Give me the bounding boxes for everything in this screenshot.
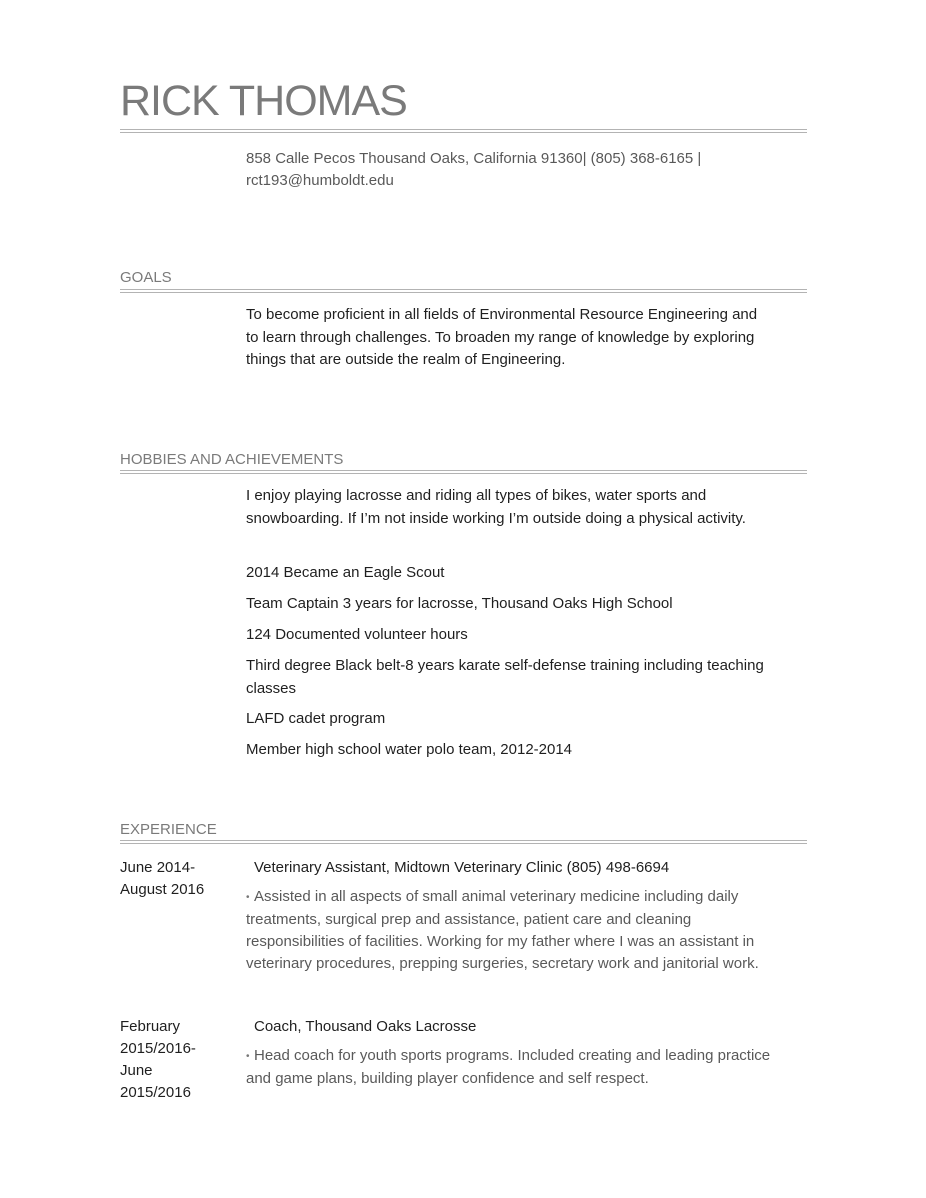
achievement-item: Third degree Black belt-8 years karate self-defense training including teaching classes	[246, 657, 764, 697]
job-date	[120, 857, 230, 901]
hobbies-divider	[120, 470, 807, 474]
achievement-item: Team Captain 3 years for lacrosse, Thousand Oaks High School	[246, 595, 673, 612]
job-description	[246, 1045, 776, 1090]
name-divider	[120, 129, 807, 133]
hobbies-intro: I enjoy playing lacrosse and riding all types of bikes, water sports and snowboarding. If I’m not inside working I’m outside doing a physical activity.	[246, 487, 746, 527]
job-title: Veterinary Assistant, Midtown Veterinary Clinic (805) 498-6694	[254, 859, 670, 876]
job-title: Coach, Thousand Oaks Lacrosse	[254, 1018, 477, 1035]
job-date-line: June	[120, 1062, 153, 1079]
goals-divider	[120, 289, 807, 293]
job-date-line: 2015/2016-	[120, 1040, 196, 1057]
achievement-item: LAFD cadet program	[246, 710, 386, 727]
section-heading-hobbies: HOBBIES AND ACHIEVEMENTS	[120, 451, 344, 468]
achievement-item: Member high school water polo team, 2012-2014	[246, 741, 573, 758]
bullet-icon: •	[246, 1051, 250, 1062]
achievement-item: 124 Documented volunteer hours	[246, 626, 468, 643]
job-date	[120, 1016, 230, 1104]
experience-divider	[120, 840, 807, 844]
job-description-text: Head coach for youth sports programs. Included creating and leading practice and game plans, building player confidence and self respect.	[246, 1047, 771, 1087]
job-description	[246, 886, 776, 975]
job-date-start: June 2014-	[120, 859, 196, 876]
contact-address-phone: 858 Calle Pecos Thousand Oaks, California 91360| (805) 368-6165 |	[246, 150, 702, 167]
job-date-line: February	[120, 1018, 181, 1035]
achievement-item: 2014 Became an Eagle Scout	[246, 564, 445, 581]
contact-email: rct193@humboldt.edu	[246, 172, 394, 189]
bullet-icon: •	[246, 892, 250, 903]
job-date-line: 2015/2016	[120, 1084, 191, 1101]
section-heading-experience: EXPERIENCE	[120, 821, 217, 838]
goals-text: To become proficient in all fields of Environmental Resource Engineering and to learn through challenges. To broaden my range of knowledge by exploring things that are outside the realm of Engineering.	[246, 306, 758, 368]
job-description-text: Assisted in all aspects of small animal veterinary medicine including daily treatments, surgical prep and assistance, patient care and cleaning responsibilities of facilities. Working for my father where I was an assistant in veterinary procedures, prepping surgeries, secretary work and janitorial work.	[246, 888, 759, 972]
resume-name: RICK THOMAS	[120, 77, 407, 125]
contact-info	[246, 148, 766, 192]
job-date-end: August 2016	[120, 881, 205, 898]
section-heading-goals: GOALS	[120, 269, 172, 286]
